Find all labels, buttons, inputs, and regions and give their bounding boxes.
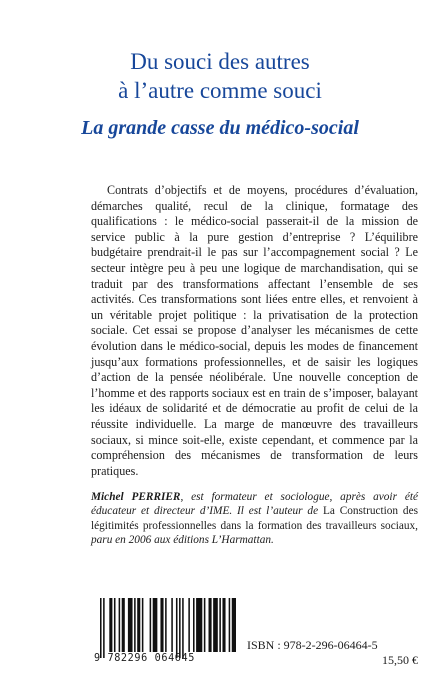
back-cover-blurb — [91, 183, 418, 479]
author-bio-paragraph — [91, 490, 418, 548]
bio-text-1: , est formateur et sociologue, après avoir été éducateur et directeur d’IME. Il est l’auteur de — [91, 491, 418, 518]
barcode-bar — [171, 598, 173, 652]
barcode-bars — [94, 598, 236, 658]
barcode-bar — [229, 598, 231, 652]
barcode-bar — [213, 598, 218, 652]
bio-work-title: La Construction des légitimités professionnelles dans la formation des travailleurs sociaux — [91, 505, 418, 532]
barcode — [94, 598, 236, 674]
barcode-bar — [128, 598, 133, 652]
barcode-bar — [103, 598, 105, 658]
author-name: Michel PERRIER — [91, 491, 181, 503]
barcode-bar — [222, 598, 225, 652]
barcode-bar — [137, 598, 140, 652]
subtitle: La grande casse du médico-social — [81, 117, 359, 139]
blurb-paragraph: Contrats d’objectifs et de moyens, procédures d’évaluation, démarches qualité, recul de la clinique, formatage des qualifications : le médico-social passerait-il de la mission de service public à la pure gestion d’entreprise ? L’équilibre budgétaire prendrait-il le pas sur l’accompagnement social ? Le secteur intègre peu à peu une logique de marchandisation, qui se traduit par des transformations affectant l’ensemble de ses activités. Ces transformations sont liées entre elles, et renvoient à un véritable projet politique : la privatisation de la protection sociale. Cet essai se propose d’analyser les mécanismes de cette évolution dans le médico-social, depuis les modes de financement jusqu’aux formations professionnelles, et de saisir les logiques d’action de la pensée néolibérale. Une nouvelle conception de l’homme et des rapports sociaux est en train de s’imposer, balayant les idéaux de solidarité et de démocratie au profit de celui de la réussite individuelle. La marge de manœuvre des travailleurs sociaux, si mince soit-elle, existe cependant, et commence par la compréhension des mécanismes de transformation de leurs pratiques. — [91, 183, 418, 478]
barcode-bar — [109, 598, 112, 652]
barcode-bar — [142, 598, 144, 652]
barcode-bar — [119, 598, 121, 652]
title-line-2: à l’autre comme souci — [118, 78, 322, 103]
barcode-bar — [193, 598, 195, 652]
isbn: ISBN : 978-2-296-06464-5 — [247, 638, 378, 652]
barcode-bar — [179, 598, 181, 658]
barcode-bar — [165, 598, 167, 652]
barcode-bar — [160, 598, 163, 652]
price: 15,50 € — [382, 653, 418, 667]
barcode-bar — [153, 598, 158, 652]
barcode-digits: 9 782296 064645 — [94, 653, 196, 664]
barcode-bar — [176, 598, 178, 658]
barcode-bar — [122, 598, 125, 652]
barcode-bar — [134, 598, 136, 652]
barcode-bar — [204, 598, 206, 652]
barcode-bar — [188, 598, 190, 652]
barcode-bar — [232, 598, 236, 652]
title-line-1: Du souci des autres — [130, 49, 310, 74]
barcode-bar — [219, 598, 221, 652]
bio-text-2: , paru en 2006 aux éditions L’Harmattan. — [91, 519, 418, 547]
barcode-bar — [182, 598, 184, 658]
barcode-bar — [150, 598, 152, 652]
author-bio — [91, 490, 418, 548]
barcode-bar — [114, 598, 116, 652]
barcode-bar — [209, 598, 212, 652]
barcode-bar — [196, 598, 202, 652]
barcode-bar — [100, 598, 102, 658]
